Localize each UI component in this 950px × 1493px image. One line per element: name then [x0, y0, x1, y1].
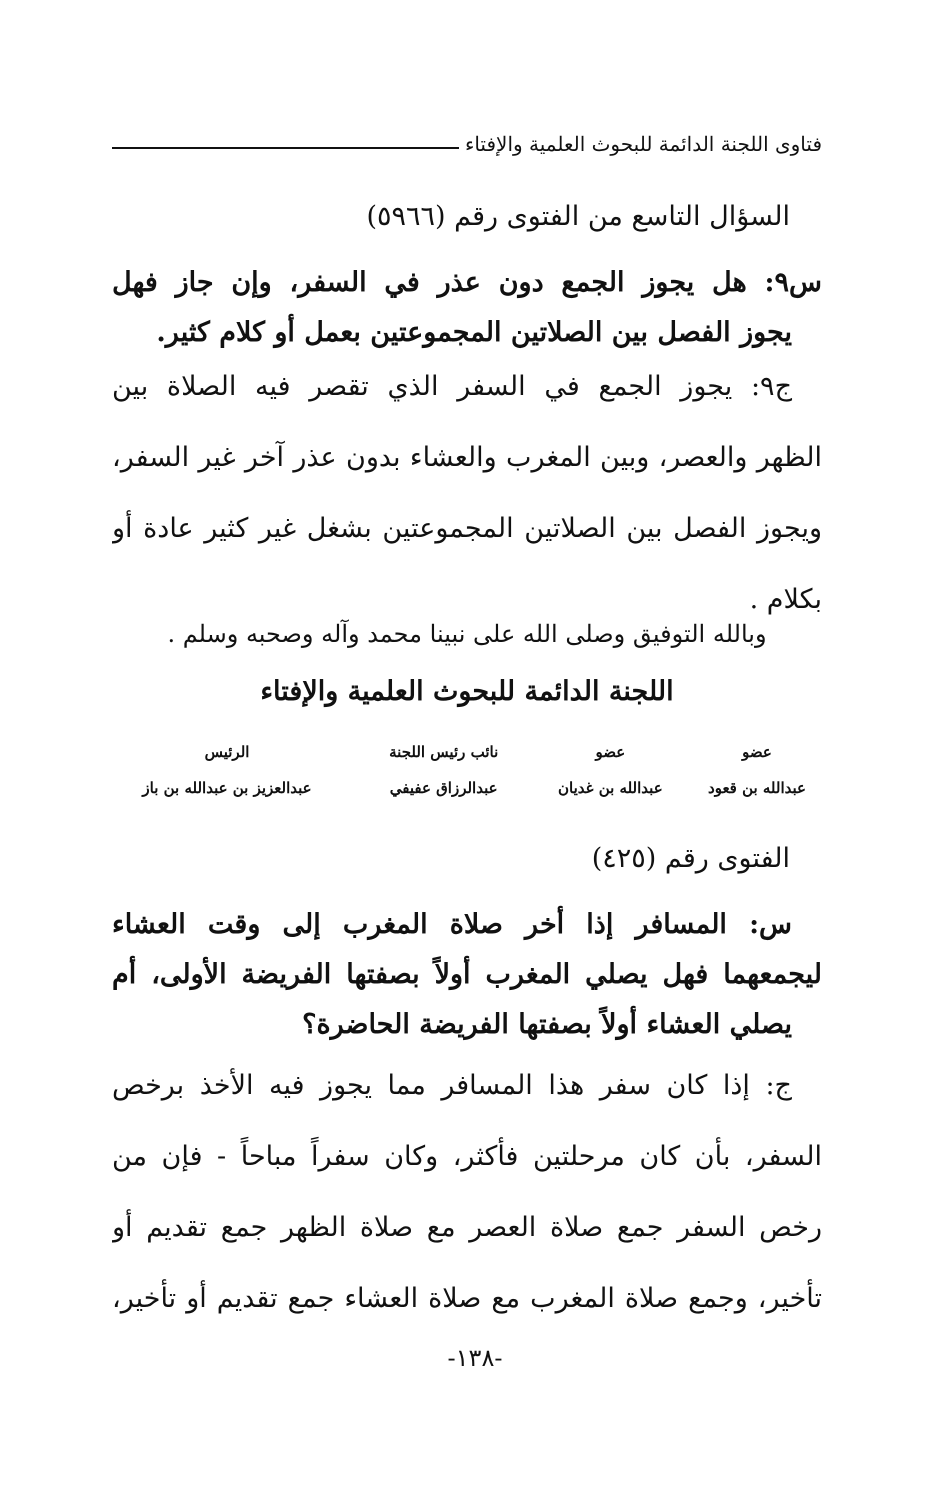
member-name: عبدالله بن غديان	[558, 779, 663, 797]
answer-line: ج٩: يجوز الجمع في السفر الذي تقصر فيه الصلاة بين	[112, 371, 792, 402]
answer-line: ويجوز الفصل بين الصلاتين المجموعتين بشغل غير كثير عادة أو	[112, 513, 822, 544]
running-header	[112, 124, 822, 164]
fatwa1-reference-block	[112, 192, 822, 242]
fatwa2-answer	[112, 1050, 822, 1334]
answer-line: تأخير، وجمع صلاة المغرب مع صلاة العشاء جمع تقديم أو تأخير،	[112, 1283, 822, 1314]
committee-member	[545, 734, 675, 806]
member-role: عضو	[595, 743, 626, 761]
member-name: عبدالعزيز بن عبدالله بن باز	[142, 779, 312, 797]
member-name: عبدالرزاق عفيفي	[389, 779, 498, 797]
fatwa1-reference: السؤال التاسع من الفتوى رقم (٥٩٦٦)	[366, 201, 790, 232]
question-line: يجوز الفصل بين الصلاتين المجموعتين بعمل أو كلام كثير.	[156, 317, 792, 348]
member-role: نائب رئيس اللجنة	[389, 743, 499, 761]
answer-line: السفر، بأن كان مرحلتين فأكثر، وكان سفراً مباحاً - فإن من	[112, 1141, 822, 1172]
question-line: س٩: هل يجوز الجمع دون عذر في السفر، وإن جاز فهل	[112, 267, 822, 298]
member-name: عبدالله بن قعود	[708, 779, 806, 797]
answer-line: ج: إذا كان سفر هذا المسافر مما يجوز فيه الأخذ برخص	[112, 1070, 792, 1101]
committee-title: اللجنة الدائمة للبحوث العلمية والإفتاء	[260, 676, 674, 707]
closing-block	[112, 614, 822, 654]
closing-line: وبالله التوفيق وصلى الله على نبينا محمد وآله وصحبه وسلم .	[167, 620, 767, 648]
member-role: عضو	[742, 743, 772, 761]
answer-line: الظهر والعصر، وبين المغرب والعشاء بدون عذر آخر غير السفر،	[112, 442, 822, 473]
answer-line: بكلام .	[749, 584, 822, 615]
committee-member	[692, 734, 822, 806]
fatwa2-reference: الفتوى رقم (٤٢٥)	[591, 843, 790, 874]
committee-member	[112, 734, 342, 806]
answer-line: رخص السفر جمع صلاة العصر مع صلاة الظهر جمع تقديم أو	[112, 1212, 822, 1243]
fatwa2-question	[112, 900, 822, 1050]
header-rule	[112, 147, 459, 149]
fatwa1-answer	[112, 351, 822, 635]
committee-block	[112, 670, 822, 714]
header-title: فتاوى اللجنة الدائمة للبحوث العلمية والإفتاء	[464, 132, 822, 156]
committee-member	[359, 734, 529, 806]
fatwa1-question	[112, 258, 822, 358]
question-line: يصلي العشاء أولاً بصفتها الفريضة الحاضرة؟	[302, 1009, 792, 1040]
member-role: الرئيس	[204, 743, 250, 761]
question-line: س: المسافر إذا أخر صلاة المغرب إلى وقت العشاء	[112, 909, 792, 940]
committee-signatures	[112, 734, 822, 806]
page-number: -١٣٨-	[447, 1344, 503, 1372]
question-line: ليجمعهما فهل يصلي المغرب أولاً بصفتها الفريضة الأولى، أم	[112, 959, 822, 990]
fatwa2-reference-block	[112, 834, 822, 884]
